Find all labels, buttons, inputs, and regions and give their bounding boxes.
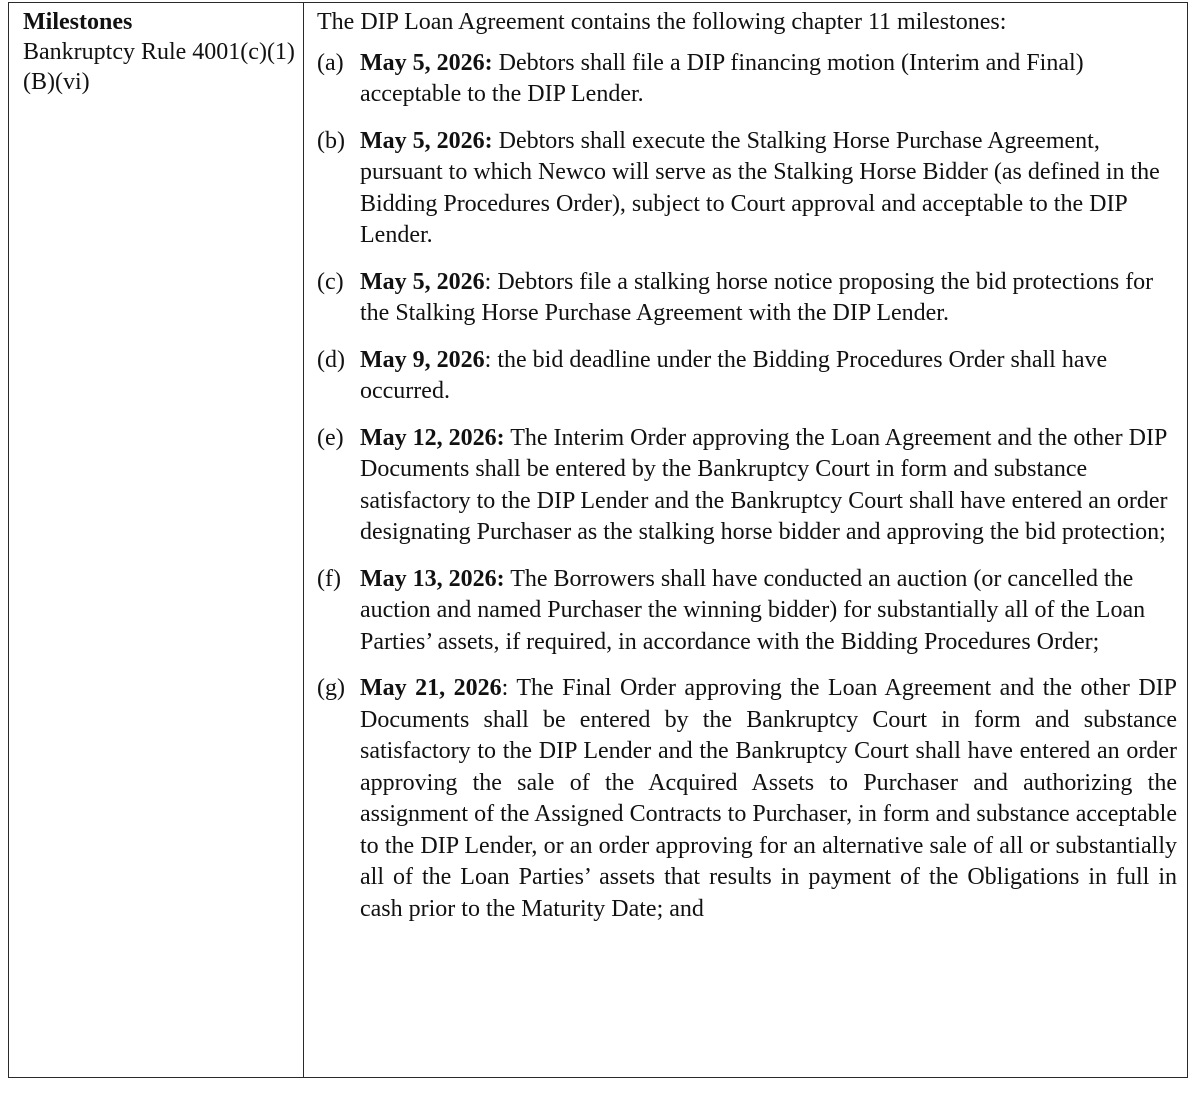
table-row — [9, 3, 1188, 1078]
item-letter: (g) — [317, 675, 345, 701]
item-letter: (d) — [317, 346, 345, 373]
milestone-text: Debtors shall file a DIP financing motion (Interim and Final) acceptable to the DIP Lender. — [360, 49, 1084, 107]
milestone-date: May 12, 2026: — [360, 424, 505, 451]
milestone-date: May 5, 2026 — [360, 268, 485, 295]
item-body — [360, 564, 1177, 659]
intro-text: The DIP Loan Agreement contains the following chapter 11 milestones: — [317, 9, 1007, 35]
label-cell — [9, 3, 304, 1078]
milestone-date: May 13, 2026: — [360, 565, 505, 592]
milestone-date: May 5, 2026: — [360, 49, 493, 76]
milestone-date: May 9, 2026 — [360, 346, 485, 373]
milestone-date: May 21, 2026 — [360, 675, 502, 701]
milestone-item-b — [317, 126, 1177, 252]
content-cell — [304, 3, 1188, 1078]
item-letter: (b) — [317, 127, 345, 154]
milestone-text: The Borrowers shall have conducted an auction (or cancelled the auction and named Purchaser the winning bidder) for substantially all of the Loan Parties’ assets, if required, in accordance with the Bidding Procedures Order; — [360, 565, 1146, 655]
row-heading: Milestones — [23, 9, 133, 35]
item-body — [360, 673, 1177, 925]
item-body — [360, 423, 1177, 549]
milestone-item-d — [317, 345, 1177, 408]
milestones-table — [8, 2, 1188, 1078]
milestone-text: The Interim Order approving the Loan Agreement and the other DIP Documents shall be entered by the Bankruptcy Court in form and substance satisfactory to the DIP Lender and the Bankruptcy Court shall have entered an order designating Purchaser as the stalking horse bidder and approving the bid protection; — [360, 424, 1168, 545]
label-cell-content — [9, 3, 303, 97]
milestone-item-a — [317, 48, 1177, 111]
milestone-text: : the bid deadline under the Bidding Procedures Order shall have occurred. — [360, 346, 1108, 404]
item-letter: (f) — [317, 565, 341, 592]
milestone-item-e — [317, 423, 1177, 549]
milestone-item-c — [317, 267, 1177, 330]
content-cell-content — [304, 3, 1187, 925]
item-body — [360, 48, 1177, 111]
milestone-date: May 5, 2026: — [360, 127, 493, 154]
milestone-item-f — [317, 564, 1177, 659]
milestone-text: : The Final Order approving the Loan Agreement and the other DIP Documents shall be entered by the Bankruptcy Court in form and substance satisfactory to the DIP Lender and the Bankruptcy Court shall have entered an order approving the sale of the Acquired Assets to Purchaser and authorizing the assignment of the Assigned Contracts to Purchaser, in form and substance acceptable to the DIP Lender, or an order approving for an alternative sale of all or substantially all of the Loan Parties’ assets that results in payment of the Obligations in full in cash prior to the Maturity Date; and — [360, 675, 1177, 922]
item-letter: (e) — [317, 424, 344, 451]
item-body — [360, 126, 1177, 252]
milestone-text: Debtors shall execute the Stalking Horse Purchase Agreement, pursuant to which Newco will serve as the Stalking Horse Bidder (as defined in the Bidding Procedures Order), subject to Court approval and acceptable to the DIP Lender. — [360, 127, 1160, 248]
milestone-text: : Debtors file a stalking horse notice proposing the bid protections for the Stalking Horse Purchase Agreement with the DIP Lender. — [360, 268, 1154, 326]
milestone-item-g — [317, 673, 1177, 925]
item-letter: (a) — [317, 49, 344, 76]
item-body — [360, 345, 1177, 408]
item-body — [360, 267, 1177, 330]
rule-reference: Bankruptcy Rule 4001(c)(1)(B)(vi) — [23, 39, 295, 95]
item-letter: (c) — [317, 268, 344, 295]
